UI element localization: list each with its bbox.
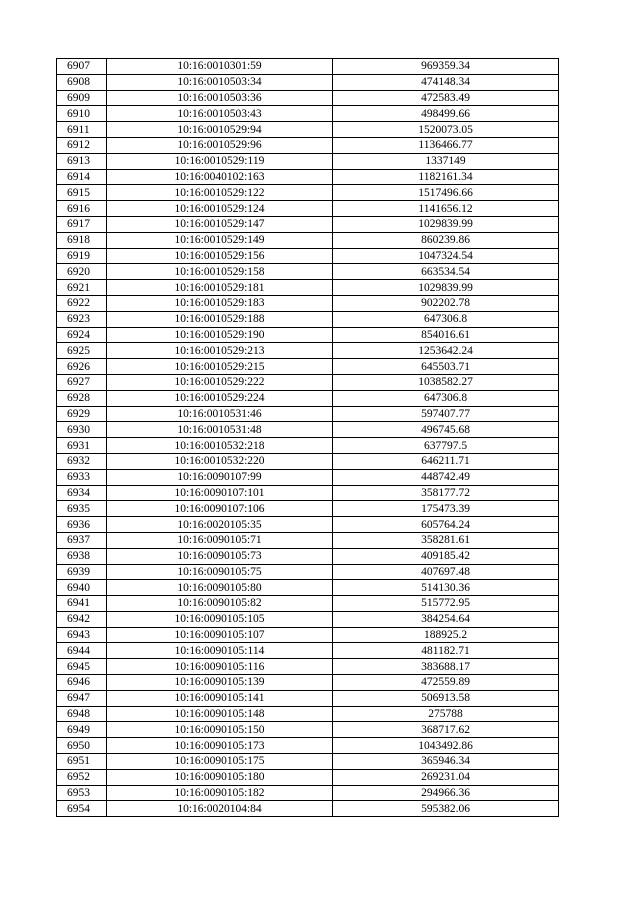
row-number-cell: 6928 xyxy=(57,390,107,406)
value-cell: 472559.89 xyxy=(333,675,559,691)
table-row xyxy=(57,611,559,627)
cadastral-number-cell: 10:16:0010529:190 xyxy=(107,327,333,343)
row-number-cell: 6934 xyxy=(57,485,107,501)
row-number-cell: 6932 xyxy=(57,453,107,469)
value-cell: 1253642.24 xyxy=(333,343,559,359)
value-cell: 902202.78 xyxy=(333,295,559,311)
row-number-cell: 6908 xyxy=(57,74,107,90)
value-cell: 1047324.54 xyxy=(333,248,559,264)
row-number-cell: 6936 xyxy=(57,517,107,533)
value-cell: 448742.49 xyxy=(333,469,559,485)
cadastral-number-cell: 10:16:0010529:94 xyxy=(107,122,333,138)
table-row xyxy=(57,248,559,264)
cadastral-number-cell: 10:16:0090107:101 xyxy=(107,485,333,501)
row-number-cell: 6952 xyxy=(57,769,107,785)
value-cell: 188925.2 xyxy=(333,627,559,643)
value-cell: 358281.61 xyxy=(333,532,559,548)
table-row xyxy=(57,643,559,659)
row-number-cell: 6923 xyxy=(57,311,107,327)
table-row xyxy=(57,264,559,280)
row-number-cell: 6910 xyxy=(57,106,107,122)
row-number-cell: 6931 xyxy=(57,438,107,454)
row-number-cell: 6918 xyxy=(57,232,107,248)
row-number-cell: 6916 xyxy=(57,201,107,217)
row-number-cell: 6954 xyxy=(57,801,107,817)
row-number-cell: 6935 xyxy=(57,501,107,517)
row-number-cell: 6913 xyxy=(57,153,107,169)
value-cell: 514130.36 xyxy=(333,580,559,596)
cadastral-number-cell: 10:16:0010529:149 xyxy=(107,232,333,248)
value-cell: 472583.49 xyxy=(333,90,559,106)
row-number-cell: 6907 xyxy=(57,59,107,75)
table-row xyxy=(57,706,559,722)
value-cell: 1141656.12 xyxy=(333,201,559,217)
cadastral-number-cell: 10:16:0090105:150 xyxy=(107,722,333,738)
cadastral-number-cell: 10:16:0020105:35 xyxy=(107,517,333,533)
table-row xyxy=(57,343,559,359)
row-number-cell: 6950 xyxy=(57,738,107,754)
cadastral-value-table xyxy=(56,58,559,817)
cadastral-number-cell: 10:16:0090105:116 xyxy=(107,659,333,675)
value-cell: 663534.54 xyxy=(333,264,559,280)
table-row xyxy=(57,59,559,75)
row-number-cell: 6929 xyxy=(57,406,107,422)
table-row xyxy=(57,501,559,517)
table-row xyxy=(57,169,559,185)
value-cell: 383688.17 xyxy=(333,659,559,675)
table-row xyxy=(57,406,559,422)
value-cell: 1029839.99 xyxy=(333,216,559,232)
row-number-cell: 6939 xyxy=(57,564,107,580)
value-cell: 384254.64 xyxy=(333,611,559,627)
table-row xyxy=(57,137,559,153)
cadastral-number-cell: 10:16:0090105:71 xyxy=(107,532,333,548)
table-row xyxy=(57,532,559,548)
table-row xyxy=(57,769,559,785)
value-cell: 175473.39 xyxy=(333,501,559,517)
value-cell: 595382.06 xyxy=(333,801,559,817)
row-number-cell: 6912 xyxy=(57,137,107,153)
row-number-cell: 6920 xyxy=(57,264,107,280)
value-cell: 637797.5 xyxy=(333,438,559,454)
value-cell: 358177.72 xyxy=(333,485,559,501)
cadastral-number-cell: 10:16:0090105:173 xyxy=(107,738,333,754)
table-row xyxy=(57,453,559,469)
value-cell: 515772.95 xyxy=(333,596,559,612)
cadastral-number-cell: 10:16:0010529:188 xyxy=(107,311,333,327)
cadastral-number-cell: 10:16:0010301:59 xyxy=(107,59,333,75)
value-cell: 269231.04 xyxy=(333,769,559,785)
table-row xyxy=(57,122,559,138)
row-number-cell: 6947 xyxy=(57,690,107,706)
row-number-cell: 6951 xyxy=(57,754,107,770)
row-number-cell: 6941 xyxy=(57,596,107,612)
table-body xyxy=(57,59,559,817)
row-number-cell: 6925 xyxy=(57,343,107,359)
table-row xyxy=(57,90,559,106)
value-cell: 498499.66 xyxy=(333,106,559,122)
row-number-cell: 6937 xyxy=(57,532,107,548)
cadastral-number-cell: 10:16:0010529:222 xyxy=(107,374,333,390)
cadastral-number-cell: 10:16:0090107:99 xyxy=(107,469,333,485)
row-number-cell: 6930 xyxy=(57,422,107,438)
value-cell: 854016.61 xyxy=(333,327,559,343)
value-cell: 1038582.27 xyxy=(333,374,559,390)
table-row xyxy=(57,564,559,580)
cadastral-number-cell: 10:16:0040102:163 xyxy=(107,169,333,185)
table-row xyxy=(57,690,559,706)
row-number-cell: 6911 xyxy=(57,122,107,138)
cadastral-number-cell: 10:16:0090105:73 xyxy=(107,548,333,564)
table-row xyxy=(57,801,559,817)
row-number-cell: 6927 xyxy=(57,374,107,390)
cadastral-number-cell: 10:16:0010531:46 xyxy=(107,406,333,422)
table-row xyxy=(57,311,559,327)
cadastral-number-cell: 10:16:0010529:213 xyxy=(107,343,333,359)
value-cell: 969359.34 xyxy=(333,59,559,75)
row-number-cell: 6948 xyxy=(57,706,107,722)
value-cell: 1517496.66 xyxy=(333,185,559,201)
table-row xyxy=(57,422,559,438)
row-number-cell: 6953 xyxy=(57,785,107,801)
cadastral-number-cell: 10:16:0010532:218 xyxy=(107,438,333,454)
cadastral-number-cell: 10:16:0010503:34 xyxy=(107,74,333,90)
cadastral-number-cell: 10:16:0010529:224 xyxy=(107,390,333,406)
cadastral-number-cell: 10:16:0090105:82 xyxy=(107,596,333,612)
value-cell: 860239.86 xyxy=(333,232,559,248)
table-row xyxy=(57,280,559,296)
value-cell: 368717.62 xyxy=(333,722,559,738)
value-cell: 1043492.86 xyxy=(333,738,559,754)
value-cell: 365946.34 xyxy=(333,754,559,770)
cadastral-number-cell: 10:16:0010529:124 xyxy=(107,201,333,217)
row-number-cell: 6940 xyxy=(57,580,107,596)
row-number-cell: 6933 xyxy=(57,469,107,485)
cadastral-number-cell: 10:16:0010529:181 xyxy=(107,280,333,296)
table-row xyxy=(57,359,559,375)
value-cell: 474148.34 xyxy=(333,74,559,90)
cadastral-number-cell: 10:16:0010529:158 xyxy=(107,264,333,280)
table-row xyxy=(57,738,559,754)
value-cell: 506913.58 xyxy=(333,690,559,706)
value-cell: 646211.71 xyxy=(333,453,559,469)
value-cell: 275788 xyxy=(333,706,559,722)
table-row xyxy=(57,675,559,691)
cadastral-number-cell: 10:16:0090105:75 xyxy=(107,564,333,580)
table-row xyxy=(57,469,559,485)
row-number-cell: 6922 xyxy=(57,295,107,311)
cadastral-number-cell: 10:16:0010529:183 xyxy=(107,295,333,311)
cadastral-number-cell: 10:16:0010529:96 xyxy=(107,137,333,153)
value-cell: 409185.42 xyxy=(333,548,559,564)
table-row xyxy=(57,485,559,501)
row-number-cell: 6915 xyxy=(57,185,107,201)
cadastral-number-cell: 10:16:0020104:84 xyxy=(107,801,333,817)
cadastral-number-cell: 10:16:0090105:182 xyxy=(107,785,333,801)
value-cell: 645503.71 xyxy=(333,359,559,375)
cadastral-number-cell: 10:16:0010529:147 xyxy=(107,216,333,232)
cadastral-number-cell: 10:16:0090105:148 xyxy=(107,706,333,722)
table-row xyxy=(57,106,559,122)
cadastral-number-cell: 10:16:0010503:43 xyxy=(107,106,333,122)
cadastral-number-cell: 10:16:0010503:36 xyxy=(107,90,333,106)
cadastral-number-cell: 10:16:0090105:105 xyxy=(107,611,333,627)
table-row xyxy=(57,74,559,90)
row-number-cell: 6926 xyxy=(57,359,107,375)
cadastral-number-cell: 10:16:0090105:114 xyxy=(107,643,333,659)
cadastral-number-cell: 10:16:0090107:106 xyxy=(107,501,333,517)
cadastral-number-cell: 10:16:0090105:175 xyxy=(107,754,333,770)
table-row xyxy=(57,327,559,343)
cadastral-number-cell: 10:16:0090105:139 xyxy=(107,675,333,691)
table-row xyxy=(57,295,559,311)
table-row xyxy=(57,580,559,596)
row-number-cell: 6917 xyxy=(57,216,107,232)
value-cell: 597407.77 xyxy=(333,406,559,422)
table-row xyxy=(57,627,559,643)
cadastral-number-cell: 10:16:0010532:220 xyxy=(107,453,333,469)
table-row xyxy=(57,548,559,564)
table-row xyxy=(57,232,559,248)
value-cell: 407697.48 xyxy=(333,564,559,580)
cadastral-number-cell: 10:16:0010529:156 xyxy=(107,248,333,264)
value-cell: 496745.68 xyxy=(333,422,559,438)
value-cell: 647306.8 xyxy=(333,311,559,327)
table-row xyxy=(57,438,559,454)
value-cell: 481182.71 xyxy=(333,643,559,659)
value-cell: 647306.8 xyxy=(333,390,559,406)
row-number-cell: 6924 xyxy=(57,327,107,343)
table-row xyxy=(57,201,559,217)
row-number-cell: 6921 xyxy=(57,280,107,296)
table-row xyxy=(57,517,559,533)
row-number-cell: 6914 xyxy=(57,169,107,185)
row-number-cell: 6909 xyxy=(57,90,107,106)
table-row xyxy=(57,216,559,232)
row-number-cell: 6946 xyxy=(57,675,107,691)
table-row xyxy=(57,185,559,201)
row-number-cell: 6938 xyxy=(57,548,107,564)
cadastral-number-cell: 10:16:0090105:80 xyxy=(107,580,333,596)
table-row xyxy=(57,722,559,738)
row-number-cell: 6919 xyxy=(57,248,107,264)
value-cell: 294966.36 xyxy=(333,785,559,801)
row-number-cell: 6942 xyxy=(57,611,107,627)
table-row xyxy=(57,659,559,675)
cadastral-number-cell: 10:16:0090105:141 xyxy=(107,690,333,706)
cadastral-number-cell: 10:16:0010529:119 xyxy=(107,153,333,169)
table-row xyxy=(57,596,559,612)
row-number-cell: 6944 xyxy=(57,643,107,659)
table-row xyxy=(57,390,559,406)
value-cell: 1520073.05 xyxy=(333,122,559,138)
table-row xyxy=(57,754,559,770)
table-row xyxy=(57,374,559,390)
value-cell: 1136466.77 xyxy=(333,137,559,153)
value-cell: 1029839.99 xyxy=(333,280,559,296)
value-cell: 1182161.34 xyxy=(333,169,559,185)
row-number-cell: 6949 xyxy=(57,722,107,738)
table-row xyxy=(57,153,559,169)
row-number-cell: 6943 xyxy=(57,627,107,643)
table-row xyxy=(57,785,559,801)
cadastral-number-cell: 10:16:0010529:122 xyxy=(107,185,333,201)
cadastral-number-cell: 10:16:0010531:48 xyxy=(107,422,333,438)
cadastral-number-cell: 10:16:0090105:107 xyxy=(107,627,333,643)
value-cell: 605764.24 xyxy=(333,517,559,533)
cadastral-number-cell: 10:16:0010529:215 xyxy=(107,359,333,375)
row-number-cell: 6945 xyxy=(57,659,107,675)
value-cell: 1337149 xyxy=(333,153,559,169)
cadastral-number-cell: 10:16:0090105:180 xyxy=(107,769,333,785)
